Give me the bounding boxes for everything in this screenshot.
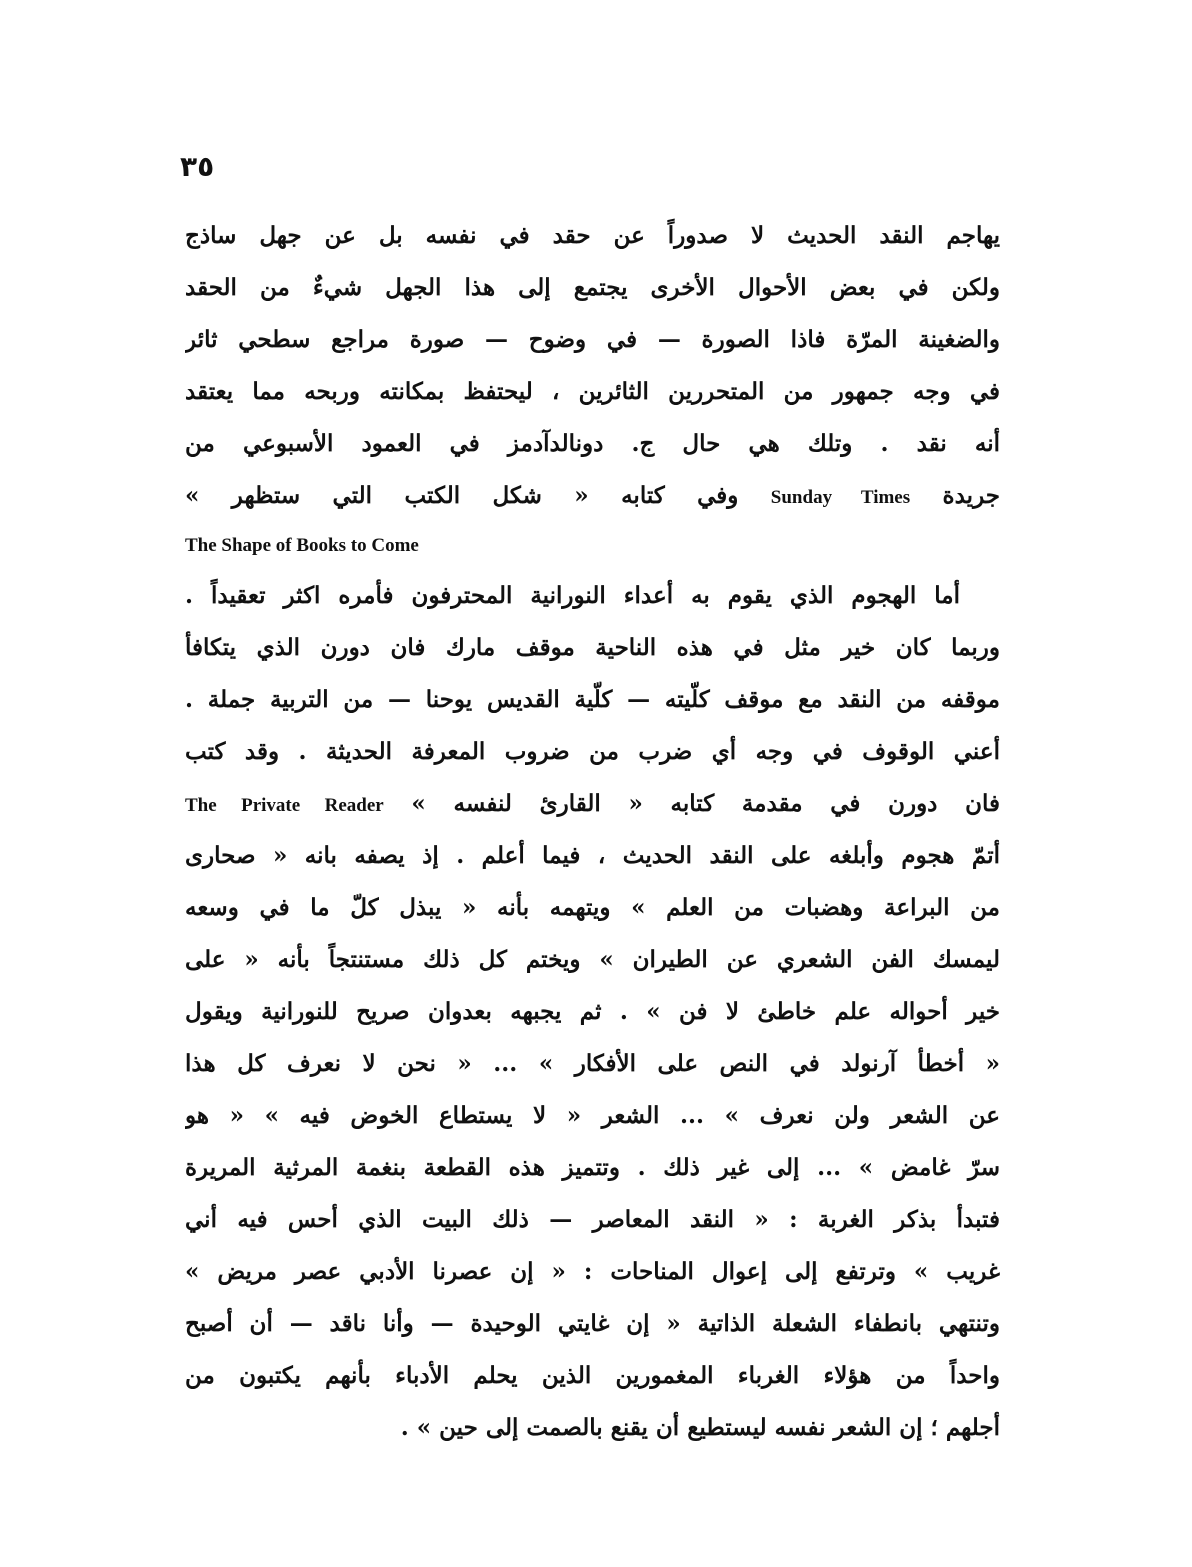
arabic-segment: وفي كتابه « شكل الكتب التي ستظهر » xyxy=(185,482,739,509)
text-line: أعني الوقوف في وجه أي ضرب من ضروب المعرفة الحديثة . وقد كتب xyxy=(185,738,1000,765)
text-line: في وجه جمهور من المتحررين الثائرين ، ليحتفظ بمكانته وربحه مما يعتقد xyxy=(185,378,1000,405)
page-number: ٣٥ xyxy=(180,150,215,183)
text-line: ولكن في بعض الأحوال الأخرى يجتمع إلى هذا الجهل شيءٌ من الحقد xyxy=(185,274,1000,301)
text-line: سرّ غامض » ... إلى غير ذلك . وتتميز هذه القطعة بنغمة المرثية المريرة xyxy=(185,1154,1000,1181)
book-title-english: The Shape of Books to Come xyxy=(185,535,419,556)
text-line: واحداً من هؤلاء الغرباء المغمورين الذين يحلم الأدباء بأنهم يكتبون من xyxy=(185,1362,1000,1389)
text-line: أما الهجوم الذي يقوم به أعداء النورانية المحترفون فأمره اكثر تعقيداً . xyxy=(185,582,960,609)
text-line: ليمسك الفن الشعري عن الطيران » ويختم كل ذلك مستنتجاً بأنه « على xyxy=(185,946,1000,973)
text-line: وربما كان خير مثل في هذه الناحية موقف مارك فان دورن الذي يتكافأ xyxy=(185,634,1000,661)
newspaper-name: Sunday Times xyxy=(770,487,911,508)
text-line: أتمّ هجوم وأبلغه على النقد الحديث ، فيما أعلم . إذ يصفه بانه « صحارى xyxy=(185,842,1000,869)
text-line: موقفه من النقد مع موقف كلّيته — كلّية القديس يوحنا — من التربية جملة . xyxy=(185,686,1000,713)
text-line: وتنتهي بانطفاء الشعلة الذاتية « إن غايتي الوحيدة — وأنا ناقد — أن أصبح xyxy=(185,1310,1000,1337)
text-line: خير أحواله علم خاطئ لا فن » . ثم يجبهه بعدوان صريح للنورانية ويقول xyxy=(185,998,1000,1025)
text-line: والضغينة المرّة فاذا الصورة — في وضوح — صورة مراجع سطحي ثائر xyxy=(185,326,1000,353)
text-line-last: أجلهم ؛ إن الشعر نفسه ليستطيع أن يقنع بالصمت إلى حين » . xyxy=(400,1414,1000,1441)
text-line: أنه نقد . وتلك هي حال ج. دونالدآدمز في العمود الأسبوعي من xyxy=(185,430,1000,457)
text-line: غريب » وترتفع إلى إعوال المناحات : « إن عصرنا الأدبي عصر مريض » xyxy=(185,1258,1000,1285)
text-line: يهاجم النقد الحديث لا صدوراً عن حقد في نفسه بل عن جهل ساذج xyxy=(185,222,1000,249)
arabic-segment: جريدة xyxy=(942,482,1000,509)
text-line-mixed xyxy=(185,778,1000,830)
text-line: من البراعة وهضبات من العلم » ويتهمه بأنه « يبذل كلّ ما في وسعه xyxy=(185,894,1000,921)
book-title-english-inline: The Private Reader xyxy=(185,795,384,816)
text-line: فتبدأ بذكر الغربة : « النقد المعاصر — ذلك البيت الذي أحس فيه أني xyxy=(185,1206,1000,1233)
text-line-mixed xyxy=(185,470,1000,522)
text-line: « أخطأ آرنولد في النص على الأفكار » ... « نحن لا نعرف كل هذا xyxy=(185,1050,1000,1077)
text-line: عن الشعر ولن نعرف » ... الشعر « لا يستطاع الخوض فيه » « هو xyxy=(185,1102,1000,1129)
arabic-segment: فان دورن في مقدمة كتابه « القارئ لنفسه » xyxy=(411,790,1000,817)
body-text xyxy=(185,210,1000,1454)
